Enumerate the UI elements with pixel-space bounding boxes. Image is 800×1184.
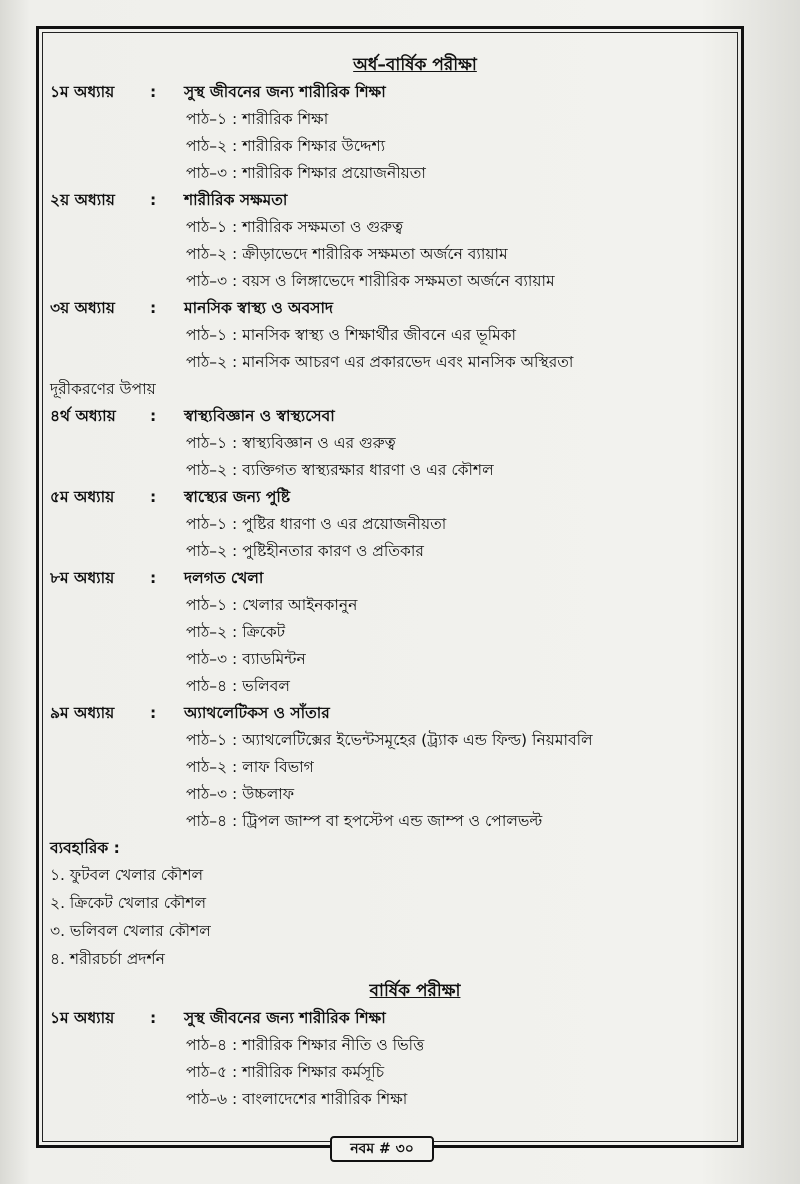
lesson-item: পাঠ–৩ : উচ্চলাফ [186, 785, 295, 803]
lesson-item: পাঠ–৩ : বয়স ও লিঙ্গাভেদে শারীরিক সক্ষমতা অর্জনে ব্যায়াম [186, 272, 555, 290]
lesson-item: পাঠ–৪ : ভলিবল [186, 677, 290, 695]
practical-list [50, 862, 740, 974]
practical-item: ২. ক্রিকেট খেলার কৌশল [50, 894, 207, 912]
chapter-row [50, 403, 740, 430]
chapter-title: স্বাস্থ্যের জন্য পুষ্টি [184, 488, 291, 506]
chapter-colon: : [150, 299, 157, 317]
chapter-row [50, 295, 740, 322]
lesson-item: পাঠ–৩ : ব্যাডমিন্টন [186, 650, 306, 668]
lesson-item: পাঠ–১ : স্বাস্থ্যবিজ্ঞান ও এর গুরুত্ব [186, 434, 396, 452]
mid-term-heading: অর্ধ–বার্ষিক পরীক্ষা [353, 55, 477, 75]
lesson-item: পাঠ–৫ : শারীরিক শিক্ষার কর্মসূচি [186, 1063, 385, 1081]
chapter-title: শারীরিক সক্ষমতা [184, 191, 288, 209]
practical-item: ৩. ভলিবল খেলার কৌশল [50, 922, 211, 940]
chapter-title: অ্যাথলেটিকস ও সাঁতার [184, 704, 330, 722]
chapter-row [50, 484, 740, 511]
chapter-number: ৮ম অধ্যায় [50, 569, 115, 587]
annual-chapter [50, 1005, 740, 1113]
practical-item: ১. ফুটবল খেলার কৌশল [50, 866, 204, 884]
chapter-title: স্বাস্থ্যবিজ্ঞান ও স্বাস্থ্যসেবা [184, 407, 335, 425]
chapter-number: ৩য় অধ্যায় [50, 299, 115, 317]
chapter-number: ৫ম অধ্যায় [50, 488, 115, 506]
chapter-row [50, 700, 740, 727]
chapter-title: দলগত খেলা [184, 569, 264, 587]
page-number-badge: নবম # ৩০ [330, 1136, 434, 1162]
practical-heading: ব্যবহারিক : [50, 839, 120, 857]
lesson-item: পাঠ–৩ : শারীরিক শিক্ষার প্রয়োজনীয়তা [186, 164, 426, 182]
chapter-row [50, 1005, 740, 1032]
chapter-title: মানসিক স্বাস্থ্য ও অবসাদ [184, 299, 334, 317]
chapter-title: সুস্থ জীবনের জন্য শারীরিক শিক্ষা [184, 1009, 386, 1027]
chapter-row [50, 565, 740, 592]
lesson-item: পাঠ–১ : অ্যাথলেটিক্সের ইভেন্টসমূহের (ট্র্যাক এন্ড ফিল্ড) নিয়মাবলি [186, 731, 593, 749]
chapter-row [50, 79, 740, 106]
lesson-item: পাঠ–১ : শারীরিক সক্ষমতা ও গুরুত্ব [186, 218, 403, 236]
lesson-item: পাঠ–২ : ব্যক্তিগত স্বাস্থ্যরক্ষার ধারণা ও এর কৌশল [186, 461, 494, 479]
chapter-colon: : [150, 704, 157, 722]
lesson-item: পাঠ–২ : শারীরিক শিক্ষার উদ্দেশ্য [186, 137, 386, 155]
lesson-item: পাঠ–১ : খেলার আইনকানুন [186, 596, 358, 614]
lesson-item: পাঠ–৪ : ট্রিপল জাম্প বা হপস্টেপ এন্ড জাম্প ও পোলভল্ট [186, 812, 543, 830]
practical-item: ৪. শরীরচর্চা প্রদর্শন [50, 950, 165, 968]
chapter-number: ৯ম অধ্যায় [50, 704, 115, 722]
syllabus-content [50, 52, 740, 1113]
chapter-colon: : [150, 1009, 157, 1027]
lesson-item: পাঠ–১ : মানসিক স্বাস্থ্য ও শিক্ষার্থীর জীবনে এর ভূমিকা [186, 326, 517, 344]
chapter-title: সুস্থ জীবনের জন্য শারীরিক শিক্ষা [184, 83, 386, 101]
chapter-colon: : [150, 191, 157, 209]
chapter-row [50, 187, 740, 214]
lesson-line-2: দূরীকরণের উপায় [50, 379, 156, 398]
chapter-colon: : [150, 407, 157, 425]
lesson-line-1: পাঠ–২ : মানসিক আচরণ এর প্রকারভেদ এবং মানসিক অস্থিরতা [186, 353, 574, 371]
chapter-colon: : [150, 569, 157, 587]
mid-term-chapters [50, 79, 740, 835]
chapter-number: ৪র্থ অধ্যায় [50, 407, 116, 425]
lesson-item: পাঠ–২ : ক্রীড়াভেদে শারীরিক সক্ষমতা অর্জনে ব্যায়াম [186, 245, 508, 263]
lesson-item: পাঠ–৬ : বাংলাদেশের শারীরিক শিক্ষা [186, 1090, 408, 1108]
chapter-number: ১ম অধ্যায় [50, 83, 115, 101]
lesson-item: পাঠ–১ : পুষ্টির ধারণা ও এর প্রয়োজনীয়তা [186, 515, 447, 533]
lesson-item: পাঠ–১ : শারীরিক শিক্ষা [186, 110, 329, 128]
lesson-item: পাঠ–২ : ক্রিকেট [186, 623, 286, 641]
lesson-item: পাঠ–২ : লাফ বিভাগ [186, 758, 314, 776]
lesson-item-wrapped [50, 349, 740, 403]
chapter-number: ১ম অধ্যায় [50, 1009, 115, 1027]
chapter-number: ২য় অধ্যায় [50, 191, 115, 209]
annual-heading: বার্ষিক পরীক্ষা [369, 981, 461, 1001]
lesson-item: পাঠ–৪ : শারীরিক শিক্ষার নীতি ও ভিত্তি [186, 1036, 425, 1054]
chapter-colon: : [150, 83, 157, 101]
lesson-item: পাঠ–২ : পুষ্টিহীনতার কারণ ও প্রতিকার [186, 542, 424, 560]
chapter-colon: : [150, 488, 157, 506]
